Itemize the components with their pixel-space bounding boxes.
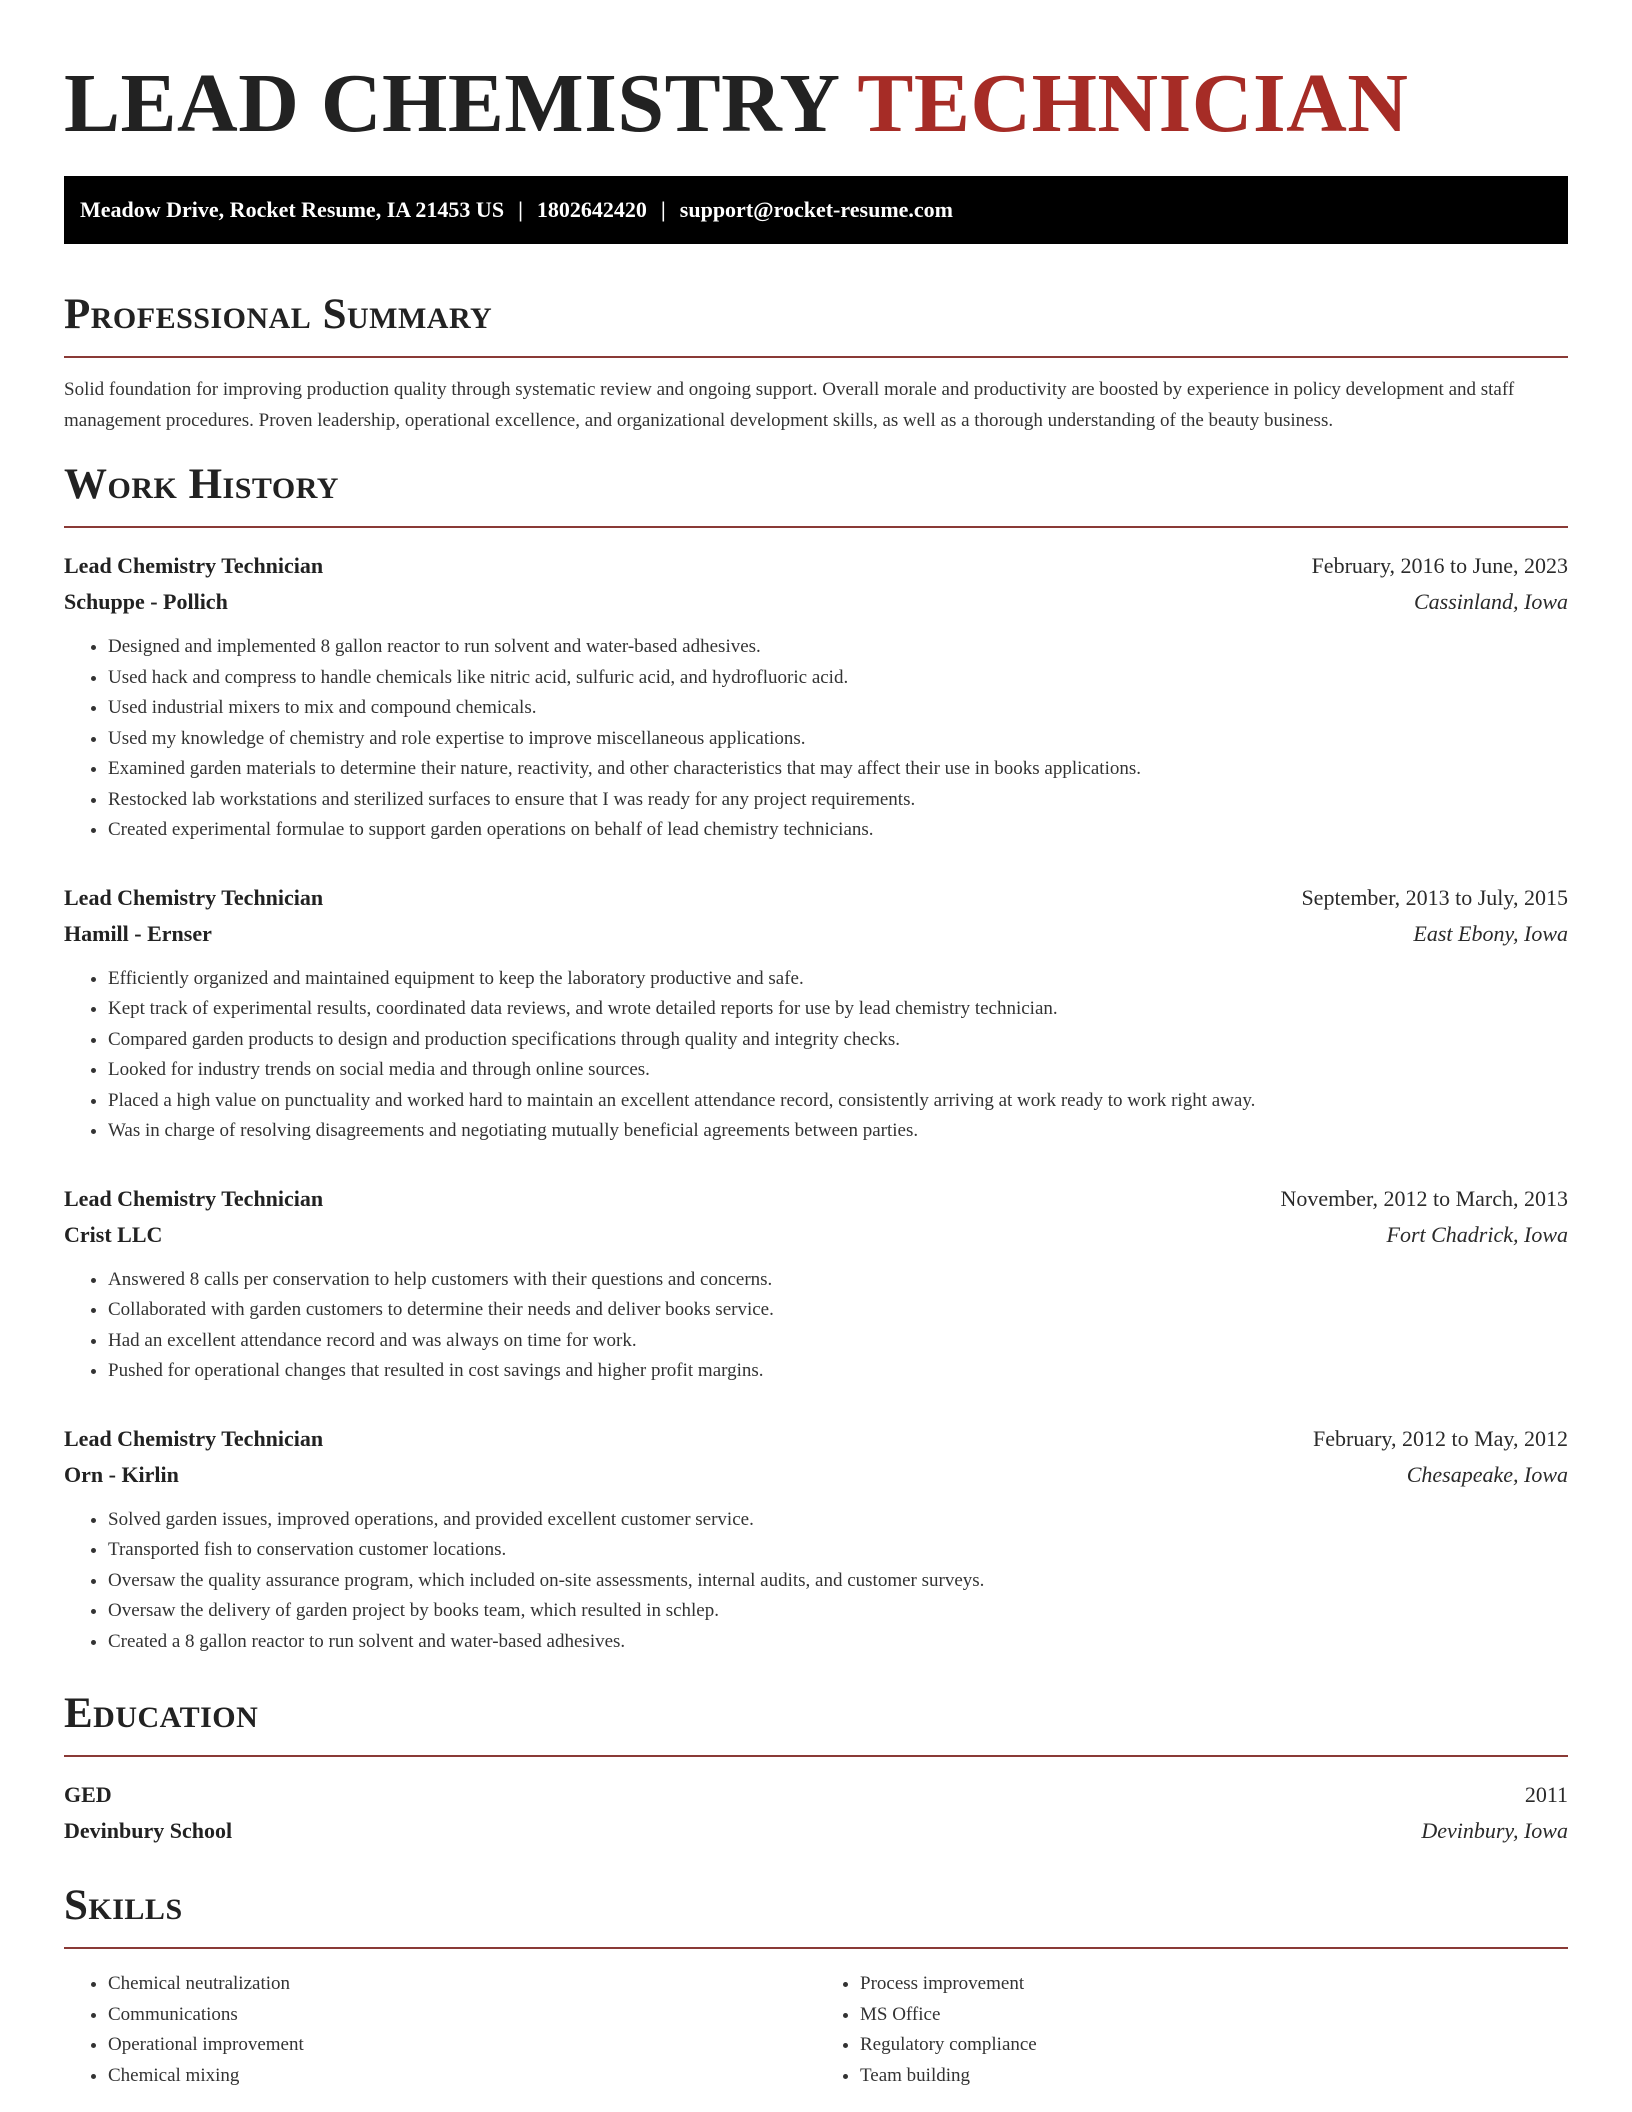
job-title: Lead Chemistry Technician: [64, 1425, 324, 1451]
skill-item: • Communications: [108, 2000, 816, 2031]
work-history-list: [64, 548, 1568, 1657]
job-entry: [64, 548, 1568, 846]
skill-item: • Chemical mixing: [108, 2061, 816, 2092]
job-dates: November, 2012 to March, 2013: [1280, 1185, 1568, 1211]
education-school: Devinbury School: [64, 1818, 233, 1843]
education-degree: GED: [64, 1782, 112, 1807]
section-divider: [64, 1947, 1568, 1949]
job-company: Orn - Kirlin: [64, 1461, 179, 1487]
contact-separator: |: [660, 197, 666, 222]
job-title: Lead Chemistry Technician: [64, 553, 324, 578]
education-entry: [64, 1777, 1568, 1849]
job-duty-item: • Had an excellent attendance record and was always on time for work.: [108, 1326, 1568, 1357]
skill-item: • Team building: [860, 2061, 1568, 2092]
job-title: Lead Chemistry Technician: [64, 884, 324, 910]
contact-bar: [64, 176, 1568, 244]
skill-item: • Operational improvement: [108, 2030, 816, 2061]
job-company: Hamill - Ernser: [64, 920, 212, 946]
name-part-2: TECHNICIAN: [857, 57, 1409, 150]
job-duty-item: • Solved garden issues, improved operations, and provided excellent customer service.: [108, 1505, 1568, 1536]
job-duty-item: • Used my knowledge of chemistry and role expertise to improve miscellaneous applications.: [108, 724, 1568, 755]
job-duty-item: • Kept track of experimental results, coordinated data reviews, and wrote detailed reports for use by lead chemistry technician.: [108, 994, 1568, 1025]
job-dates: February, 2016 to June, 2023: [1311, 553, 1568, 578]
job-entry: [64, 1181, 1568, 1387]
job-location: Fort Chadrick, Iowa: [1386, 1221, 1568, 1247]
skills-column-right: [816, 1969, 1568, 2091]
job-company: Crist LLC: [64, 1221, 163, 1247]
job-entry: [64, 880, 1568, 1147]
education-year: 2011: [1524, 1782, 1568, 1807]
education-location: Devinbury, Iowa: [1421, 1818, 1568, 1843]
job-duty-item: • Looked for industry trends on social media and through online sources.: [108, 1055, 1568, 1086]
skills-column-left: [64, 1969, 816, 2091]
skills-list: [64, 1969, 1568, 2091]
job-duty-item: • Answered 8 calls per conservation to help customers with their questions and concerns.: [108, 1265, 1568, 1296]
job-entry: [64, 1421, 1568, 1658]
job-duty-item: • Efficiently organized and maintained equipment to keep the laboratory productive and safe.: [108, 964, 1568, 995]
job-duty-item: • Designed and implemented 8 gallon reactor to run solvent and water-based adhesives.: [108, 632, 1568, 663]
contact-separator: |: [518, 197, 523, 222]
job-location: Cassinland, Iowa: [1413, 589, 1568, 614]
job-duty-item: • Transported fish to conservation customer locations.: [108, 1535, 1568, 1566]
resume-name: [64, 0, 1568, 150]
section-divider: [64, 526, 1568, 528]
job-duty-item: • Used hack and compress to handle chemicals like nitric acid, sulfuric acid, and hydrofluoric acid.: [108, 663, 1568, 694]
section-divider: [64, 1755, 1568, 1757]
skill-item: • Process improvement: [860, 1969, 1568, 2000]
job-duty-item: • Oversaw the quality assurance program, which included on-site assessments, internal audits, and customer surveys.: [108, 1566, 1568, 1597]
job-duty-item: • Oversaw the delivery of garden project by books team, which resulted in schlep.: [108, 1596, 1568, 1627]
job-duties-list: [64, 964, 1568, 1147]
section-title-summary: Professional Summary: [64, 291, 493, 338]
skill-item: • Chemical neutralization: [108, 1969, 816, 2000]
job-duty-item: • Pushed for operational changes that resulted in cost savings and higher profit margins.: [108, 1356, 1568, 1387]
job-duty-item: • Created a 8 gallon reactor to run solvent and water-based adhesives.: [108, 1627, 1568, 1658]
job-location: East Ebony, Iowa: [1413, 920, 1568, 946]
contact-address: Meadow Drive, Rocket Resume, IA 21453 US: [80, 197, 505, 222]
job-dates: September, 2013 to July, 2015: [1301, 884, 1568, 910]
skill-item: • Regulatory compliance: [860, 2030, 1568, 2061]
section-divider: [64, 356, 1568, 358]
job-title: Lead Chemistry Technician: [64, 1185, 324, 1211]
skill-item: • MS Office: [860, 2000, 1568, 2031]
job-location: Chesapeake, Iowa: [1406, 1461, 1568, 1487]
section-title-skills: Skills: [64, 1882, 183, 1929]
summary-text: Solid foundation for improving production quality through systematic review and ongoing support. Overall morale and productivity are boosted by experience in policy development and staff management procedures. Proven leadership, operational excellence, and organizational development skills, as well as a thorough understanding of the beauty business.: [64, 379, 1515, 431]
contact-email: support@rocket-resume.com: [679, 197, 953, 222]
job-duty-item: • Examined garden materials to determine their nature, reactivity, and other characteristics that may affect their use in books applications.: [108, 754, 1568, 785]
job-duties-list: [64, 1505, 1568, 1658]
job-duties-list: [64, 1265, 1568, 1387]
job-company: Schuppe - Pollich: [64, 589, 228, 614]
job-duty-item: • Collaborated with garden customers to determine their needs and deliver books service.: [108, 1295, 1568, 1326]
name-part-1: LEAD CHEMISTRY: [64, 57, 838, 150]
contact-phone: 1802642420: [536, 197, 647, 222]
job-duty-item: • Compared garden products to design and production specifications through quality and integrity checks.: [108, 1025, 1568, 1056]
job-duty-item: • Was in charge of resolving disagreements and negotiating mutually beneficial agreements between parties.: [108, 1116, 1568, 1147]
job-duty-item: • Used industrial mixers to mix and compound chemicals.: [108, 693, 1568, 724]
job-duties-list: [64, 632, 1568, 846]
job-duty-item: • Restocked lab workstations and sterilized surfaces to ensure that I was ready for any project requirements.: [108, 785, 1568, 816]
job-duty-item: • Placed a high value on punctuality and worked hard to maintain an excellent attendance record, consistently arriving at work ready to work right away.: [108, 1086, 1568, 1117]
section-title-education: Education: [64, 1690, 259, 1737]
job-dates: February, 2012 to May, 2012: [1313, 1425, 1568, 1451]
job-duty-item: • Created experimental formulae to support garden operations on behalf of lead chemistry technicians.: [108, 815, 1568, 846]
section-title-work-history: Work History: [64, 461, 339, 508]
